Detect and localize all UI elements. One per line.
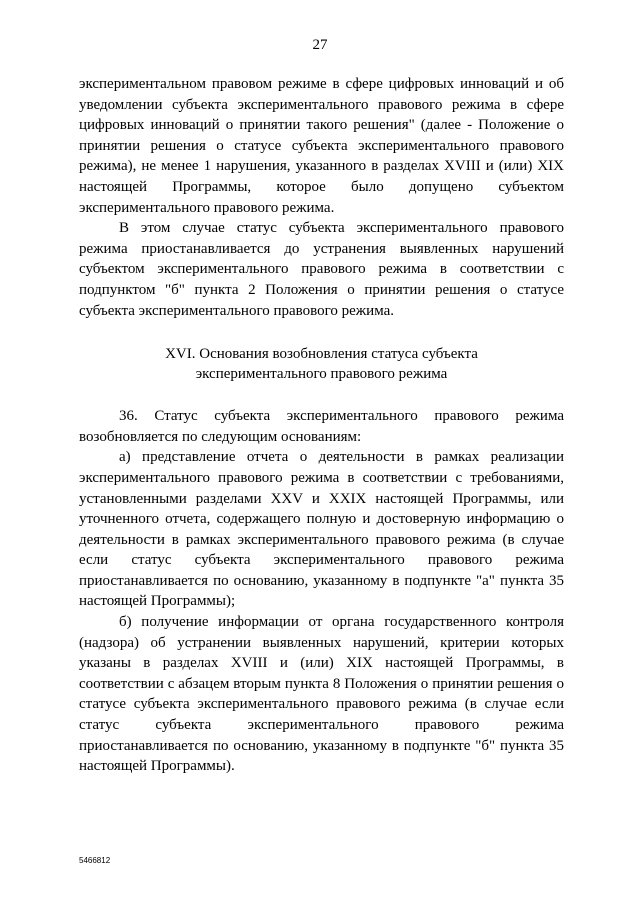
paragraph-subitem-a: а) представление отчета о деятельности в рамках реализации экспериментального правового режима в соответствии с требованиями, установленными разделами XXV и XXIX настоящей Программы, или уточненного отчета, содержащего полную и достоверную информацию о деятельности в рамках экспериментального правового режима (в случае если статус субъекта экспериментального правового режима приостанавливается по основанию, указанному в подпункте "а" пункта 35 настоящей Программы);: [79, 449, 564, 610]
page-number: 27: [312, 37, 328, 53]
section-heading-line-2: экспериментального правового режима: [195, 366, 448, 383]
section-heading-line-1: XVI. Основания возобновления статуса субъекта: [165, 346, 478, 363]
document-id: 5466812: [79, 856, 111, 865]
document-body: [79, 74, 564, 777]
paragraph-item-36: 36. Статус субъекта экспериментального правового режима возобновляется по следующим основаниям:: [79, 408, 564, 445]
paragraph-suspension-note: В этом случае статус субъекта экспериментального правового режима приостанавливается до устранения выявленных нарушений субъектом экспериментального правового режима в соответствии с подпунктом "б" пункта 2 Положения о принятии решения о статусе субъекта экспериментального правового режима.: [79, 220, 564, 319]
paragraph-subitem-b: б) получение информации от органа государственного контроля (надзора) об устранении выявленных нарушений, критерии которых указаны в разделах XVIII и (или) XIX настоящей Программы, в соответствии с абзацем вторым пункта 8 Положения о принятии решения о статусе субъекта экспериментального правового режима (в случае если статус субъекта экспериментального правового режима приостанавливается по основанию, указанному в подпункте "б" пункта 35 настоящей Программы).: [79, 614, 564, 775]
paragraph-continuation: экспериментальном правовом режиме в сфере цифровых инноваций и об уведомлении субъекта экспериментального правового режима в сфере цифровых инноваций о принятии такого решения" (далее - Положение о принятии решения о статусе субъекта экспериментального правового режима), не менее 1 нарушения, указанного в разделах XVIII и (или) XIX настоящей Программы, которое было допущено субъектом экспериментального правового режима.: [79, 76, 564, 216]
section-heading: [79, 344, 564, 384]
